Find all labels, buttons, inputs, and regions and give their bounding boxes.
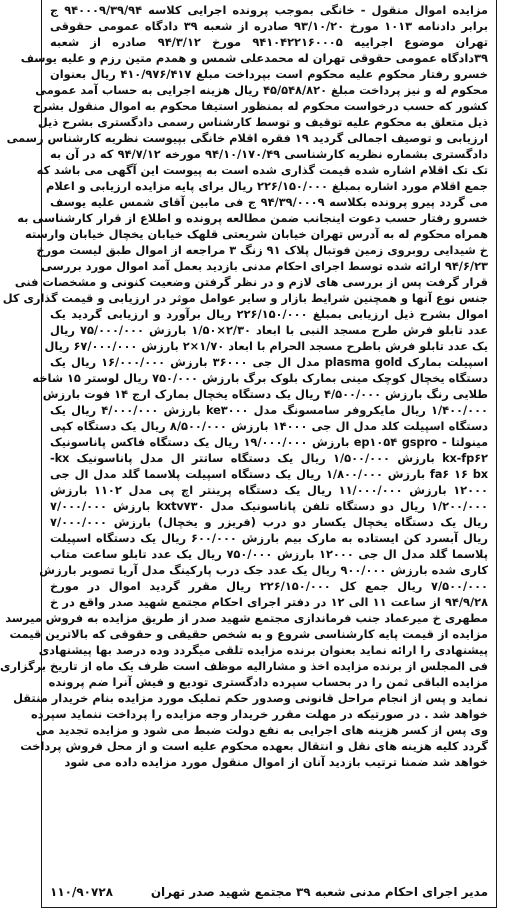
notice-footer — [50, 883, 488, 901]
notice-text-line: دستگاه یخچال کوچک مینی بمارک بلوک برگ بارزش ۷۵۰/۰۰۰ ریال لوستر ۱۵ شاخه — [32, 371, 488, 385]
notice-text-line: طلایی رنگ بارزش ۴/۵۰۰/۰۰۰ ریال یک دستگاه یخچال بمارک ارج ۱۴ فوت بارزش — [42, 387, 488, 401]
notice-text-line: دادگستری بشماره نظریه کارشناسی ۹۴/۱۰/۱۷۰/۴۹ مورخه ۹۴/۷/۱۲ که در آن به — [50, 147, 488, 161]
notice-text-line: نماید و پس از انجام مراحل قانونی وصدور حکم تملیک مورد مزایده بنام خریدار منتقل — [13, 691, 488, 705]
notice-signature: مدیر اجرای احکام مدنی شعبه ۳۹ مجتمع شهید صدر تهران — [150, 885, 488, 899]
notice-text-line: مزایده اموال منقول - خانگی بموجب پرونده اجرایی کلاسه ۹۴۰۰۰۹/۳۹/۹۴ ج — [50, 3, 488, 17]
notice-text-line: محکوم له و نیز پرداخت مبلغ ۴۵/۵۴۸/۸۲۰ ریال هزینه اجرایی به حساب آمد عمومی — [35, 83, 488, 97]
notice-text-line: مزایده از قیمت پایه کارشناسی شروع و به شخص حقیقی و حقوقی که بالاترین قیمت — [9, 627, 488, 641]
notice-text-line: ۳۹دادگاه عمومی حقوقی تهران له محمدعلی شمس و همدم متین رزم و علیه یوسف — [20, 51, 488, 65]
notice-text-line: خسرو رفتار محکوم علیه محکوم است بپرداخت مبلغ ۴۱۰/۹۷۶/۴۱۷ ریال بعنوان — [50, 67, 488, 81]
notice-text-line: kx-fp۶۲ بارزش ۱/۵۰۰/۰۰۰ ریال یک دستگاه ساتتر ال مدل پاناسونیک kx- — [50, 451, 488, 465]
notice-text-line: جمع اقلام مورد اشاره بمبلغ ۲۲۶/۱۵۰/۰۰۰ ریال برای پایه مزایده ارزیابی و اعلام — [46, 179, 488, 193]
notice-text-line: ۱/۴۰۰/۰۰۰ ریال مایکروفر سامسونگ مدل ke۳۰۰۰ بارزش ۴/۰۰۰/۰۰۰ ریال یک — [50, 403, 488, 417]
notice-text-line: ۹۴/۹/۲۸ از ساعت ۱۱ الی ۱۲ در دفتر اجرای احکام مجتمع شهید صدر واقع در خ — [50, 595, 489, 609]
notice-text-line: خواهد شد ضمنا ترتیب بازدید آنان از اموال منقول مورد مزایده داده می شود — [64, 755, 488, 769]
notice-text-line: دستگاه اسپیلت کلد مدل ال جی ۱۴۰۰۰ بارزش ۸/۵۰۰/۰۰۰ ریال یک دستگاه کپی — [50, 419, 488, 433]
notice-text-line: ذیل متعلق به محکوم علیه توقیف و توسط کارشناس رسمی دادگستری بشرح ذیل — [37, 115, 488, 129]
notice-text-line: خسرو رفتار حسب دعوت اینجانب ضمن مطالعه پرونده و اطلاع از قرار کارشناسی به — [17, 211, 488, 225]
notice-text-line: همراه محکوم له به آدرس تهران خیابان شریعتی قلهک خیابان یخچال خیابان وارسته — [25, 227, 488, 241]
notice-text-line: پیشنهادی را ارائه نماید بعنوان برنده مزایده تلقی میگردد وده درصد بها پیشنهادی — [38, 643, 488, 657]
notice-text-line: مطهری خ میرعماد جنب فرماندازی مجتمع شهید صدر از طریق مزایده به فروش میرسد — [5, 611, 488, 625]
notice-text-line: وی پس از کسر هزینه های اجرایی به نفع دولت ضبط می شود و مزایده تجدید می — [36, 723, 488, 737]
notice-text-line: خ شیدایی روبروی زمین فوتبال پلاک ۹۱ زنگ ۳ مراجعه از اموال طبق لیست مورخ — [36, 243, 488, 257]
notice-text-line: قرار گرفت پس از بررسی های لازم و در نظر گرفتن وضعیت کنونی و مشخصات فنی — [14, 275, 488, 289]
notice-text-line: کاری شده بارزش ۹۰۰/۰۰۰ ریال یک عدد جک درب پارکینگ مدل آریا تصویر بارزش — [39, 563, 488, 577]
notice-text-line: ریال یک دستگاه یخچال یکسار دو درب (فریزر و یخچال) بارزش ۷/۰۰۰/۰۰۰ — [50, 515, 488, 529]
notice-text-line: اسپیلت بمارک plasma gold مدل ال جی ۳۶۰۰۰ بارزش ۱۶/۰۰۰/۰۰۰ ریال یک — [50, 355, 488, 369]
notice-text-line: تک تک اقلام اشاره شده قیمت گذاری شده است به پیوست این آگهی می باشد که — [36, 163, 488, 177]
notice-text-line: کشور که حسب درخواست محکوم له بمنظور استیفا محکوم به اموال منقول بشرح — [32, 99, 488, 113]
notice-text-line: ریال آبسرد کن ایستاده به مارک بیم بارزش ۶۰۰/۰۰۰ ریال یک دستگاه اسپیلت — [50, 531, 488, 545]
notice-text-line: برابر دادنامه ۱۰۱۳ مورخ ۹۳/۱۰/۲۰ صادره از شعبه ۳۹ دادگاه عمومی حقوقی — [50, 19, 488, 33]
notice-text-line: عدد تابلو فرش طرح مسجد النبی با ابعاد ۲/۳۰×۱/۵۰ بارزش ۷۵/۰۰۰/۰۰۰ ریال — [50, 323, 488, 337]
notice-text-line: می گردد پیرو پرونده بکلاسه ۹۴/۳۹/۰۰۰۹ ج فی مابین آقای شمس علیه یوسف — [50, 195, 488, 209]
notice-text-line: تهران موضوع اجراییه ۹۴۱۰۴۲۲۱۶۰۰۰۵ مورخ ۹۴/۳/۱۲ صادره از شعبه — [50, 35, 488, 49]
notice-text-line: ۱۲۰۰۰ بارزش ۱۱/۰۰۰/۰۰۰ ریال یک دستگاه پرینتر اچ پی مدل ۱۱۰۲ بارزش — [50, 483, 488, 497]
notice-text-line: ارزیابی و توصیف اجمالی گردید ۱۹ فقره اقلام خانگی بپیوست نظریه کارشناس رسمی — [6, 131, 488, 145]
notice-text-line: مینولتا - ep۱۰۵۴ gspro بارزش ۱۹/۰۰۰/۰۰۰ ریال یک دستگاه فاکس پاناسونیک — [50, 435, 488, 449]
notice-text-line: اموال بشرح ذیل ارزیابی بمبلغ ۲۲۶/۱۵۰/۰۰۰ ریال برآورد و ارزیابی گردید یک — [50, 307, 488, 321]
notice-text-line: مزایده الباقی ثمن را در بحساب سپرده دادگستری تودیع و فیش آنرا ضم پرونده — [48, 675, 488, 689]
notice-text-line: گردد کلیه هزینه های نقل و انتقال بعهده محکوم علیه است و از محل فروش پرداخت — [20, 739, 488, 753]
notice-text-line: فی المجلس از برنده مزایده اخذ و مشارالیه موظف است ظرف یک ماه از تاریخ برگزاری — [0, 659, 488, 673]
notice-text-line: یک عدد تابلو فرش باطرح مسجد الحرام با ابعاد ۱/۷۰×۲ بارزش ۶۷/۰۰۰/۰۰۰ ریال — [44, 339, 488, 353]
notice-text-line: fa۶ ۱۶ bx بارزش ۱/۸۰۰/۰۰۰ ریال یک دستگاه اسپیلت پلاسما گلد مدل ال جی — [50, 467, 488, 481]
notice-text-line: ۷/۵۰۰/۰۰۰ ریال جمع کل ۲۲۶/۱۵۰/۰۰۰ ریال مقرر گردید اموال در مورخ — [50, 579, 488, 593]
notice-text-line: خواهد شد . در صورتیکه در مهلت مقرر خریدار وجه مزایده را پرداخت ننماید سپرده — [31, 707, 488, 721]
notice-reference-number: ۱۱۰/۹۰۷۲۸ — [50, 885, 113, 899]
notice-text-line: ۱/۲۰۰/۰۰۰ ریال دو دستگاه تلفن پاناسونیک مدل kxtv۷۳۰ بارزش ۷/۰۰۰/۰۰۰ — [50, 499, 488, 513]
notice-text-line: جنس نوع آنها و همچنین شرایط بازار و سایر عوامل موثر در ارزیابی و قیمت گذاری کل — [2, 291, 488, 305]
notice-body — [0, 2, 489, 770]
notice-text-line: ۹۴/۶/۲۳ ارائه شده توسط اجرای احکام مدنی بازدید بعمل آمد اموال مورد بررسی — [41, 259, 488, 273]
notice-text-line: پلاسما گلد مدل ال جی ۱۲۰۰۰ بارزش ۷۵۰/۰۰۰ ریال یک عدد تابلو ساعت متاب — [50, 547, 488, 561]
